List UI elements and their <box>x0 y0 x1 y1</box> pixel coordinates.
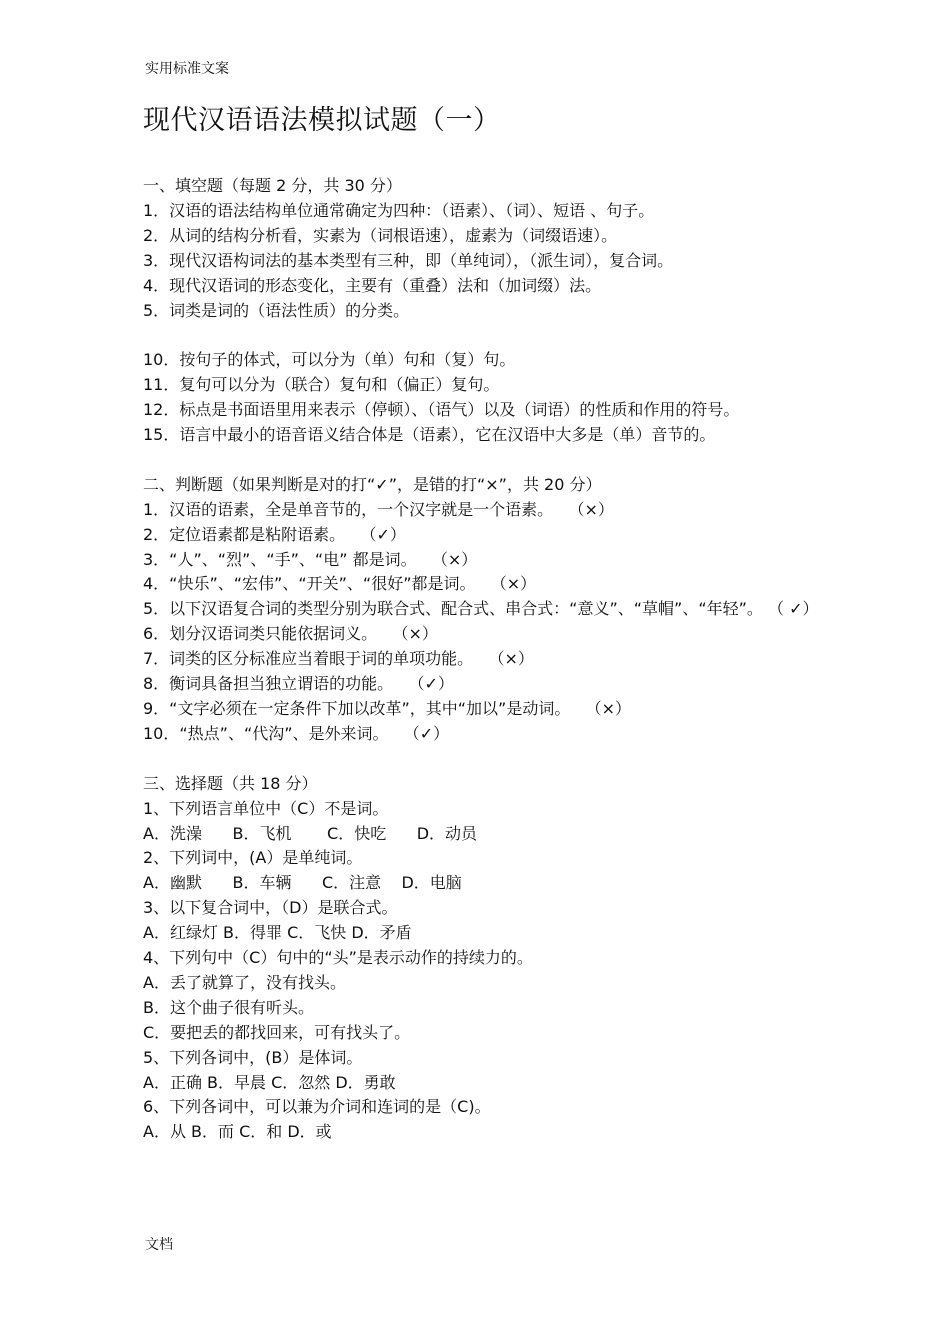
text-line: 5．词类是词的（语法性质）的分类。 <box>143 300 410 320</box>
text-line: 1、下列语言单位中（C）不是词。 <box>143 798 389 818</box>
text-line: A．从 B．而 C．和 D．或 <box>143 1122 332 1142</box>
text-line: 9．“文字必须在一定条件下加以改革”，其中“加以”是动词。 （×） <box>143 699 632 718</box>
text-line: 2、下列词中，(A）是单纯词。 <box>143 848 363 868</box>
page-footer: 文档 <box>145 1237 173 1253</box>
text-line: 10．“热点”、“代沟”、是外来词。 （✓） <box>143 723 450 743</box>
text-line: 1．汉语的语素，全是单音节的，一个汉字就是一个语素。 （×） <box>143 499 614 519</box>
page-title: 现代汉语语法模拟试题（一） <box>143 105 501 136</box>
text-line: 11．复句可以分为（联合）复句和（偏正）复句。 <box>143 375 500 395</box>
text-line: 3、以下复合词中，（D）是联合式。 <box>143 898 398 918</box>
text-line: C．要把丢的都找回来，可有找头了。 <box>143 1022 411 1042</box>
text-line: B．这个曲子很有听头。 <box>143 997 314 1017</box>
text-line: 12．标点是书面语里用来表示（停顿）、（语气）以及（词语）的性质和作用的符号。 <box>143 400 740 420</box>
text-line: 3．现代汉语构词法的基本类型有三种，即（单纯词），（派生词），复合词。 <box>143 250 674 270</box>
text-line: A．正确 B．早晨 C．忽然 D．勇敢 <box>143 1072 396 1092</box>
text-line: A．丢了就算了，没有找头。 <box>143 972 346 992</box>
text-line: 5、下列各词中，(B）是体词。 <box>143 1047 363 1067</box>
text-line: 3．“人”、“烈”、“手”、“电” 都是词。 （×） <box>143 549 478 569</box>
text-line: A．洗澡 B．飞机 C．快吃 D．动员 <box>143 823 478 843</box>
text-line: A．幽默 B．车辆 C．注意 D．电脑 <box>143 873 462 893</box>
text-line: 1．汉语的语法结构单位通常确定为四种：（语素）、（词）、短语 、句子。 <box>143 200 655 220</box>
text-line: 7．词类的区分标准应当着眼于词的单项功能。 （×） <box>143 649 534 669</box>
text-line: 4．现代汉语词的形态变化，主要有（重叠）法和（加词缀）法。 <box>143 275 602 295</box>
text-line: 8．衡词具备担当独立谓语的功能。 （✓） <box>143 674 454 694</box>
text-line: 15．语言中最小的语音语义结合体是（语素），它在汉语中大多是（单）音节的。 <box>143 425 716 445</box>
text-line: 4、下列句中（C）句中的“头”是表示动作的持续力的。 <box>143 948 533 968</box>
text-line: 4．“快乐”、“宏伟”、“开关”、“很好”都是词。 （×） <box>143 574 537 594</box>
text-line: 5．以下汉语复合词的类型分别为联合式、配合式、串合式：“意义”、“草帽”、“年轻”。 （ ✓） <box>143 599 819 619</box>
text-line: 10．按句子的体式，可以分为（单）句和（复）句。 <box>143 350 516 370</box>
text-line: 6、下列各词中，可以兼为介词和连词的是（C)。 <box>143 1097 491 1117</box>
page-header: 实用标准文案 <box>145 61 229 77</box>
blank-line <box>143 747 823 772</box>
blank-line <box>143 323 823 348</box>
document-body <box>143 174 823 1145</box>
text-line: A．红绿灯 B．得罪 C．飞快 D．矛盾 <box>143 923 412 943</box>
text-line: 2．定位语素都是粘附语素。 （✓） <box>143 524 406 544</box>
text-line: 6．划分汉语词类只能依据词义。 （×） <box>143 624 438 644</box>
blank-line <box>143 448 823 473</box>
text-line: 二、判断题（如果判断是对的打“✓”，是错的打“×”，共 20 分） <box>143 474 602 494</box>
text-line: 2．从词的结构分析看，实素为（词根语速），虚素为（词缀语速）。 <box>143 225 618 245</box>
text-line: 一、填空题（每题 2 分，共 30 分） <box>143 176 402 195</box>
text-line: 三、选择题（共 18 分） <box>143 773 318 793</box>
